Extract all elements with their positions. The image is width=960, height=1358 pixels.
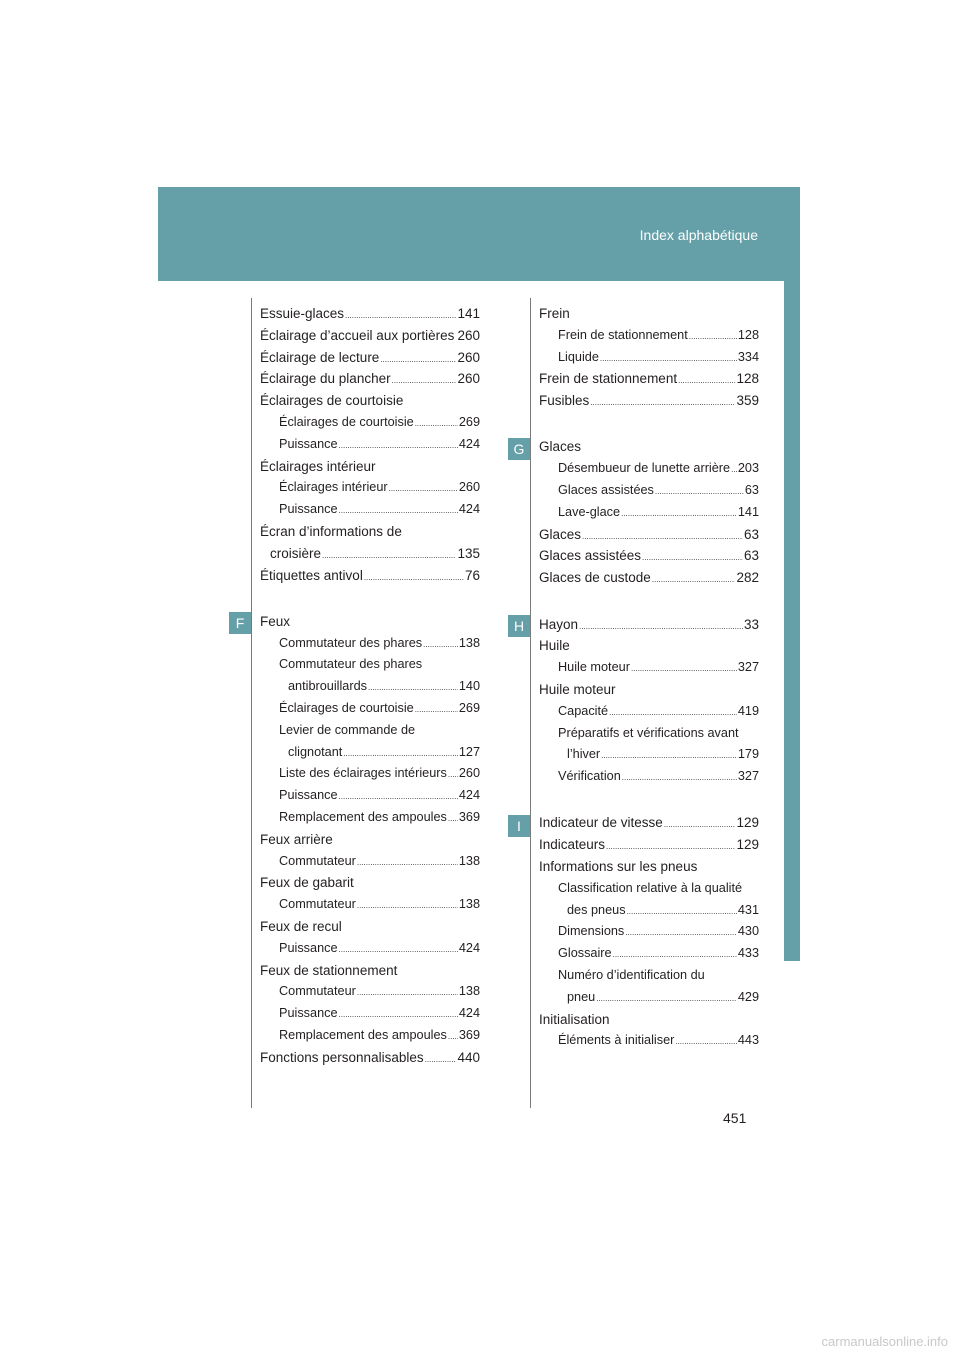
- index-entry-label: Feux arrière: [260, 831, 333, 847]
- index-column-left: [260, 303, 480, 1069]
- index-entry: [539, 766, 759, 788]
- index-entry: [539, 679, 759, 701]
- dot-leader: [357, 852, 458, 874]
- index-entry: [539, 878, 759, 900]
- index-entry: [260, 412, 480, 434]
- index-entry-label: Étiquettes antivol: [260, 567, 363, 583]
- index-entry-label: Fusibles: [539, 393, 590, 409]
- dot-leader: [625, 922, 737, 944]
- index-entry: [539, 900, 759, 922]
- dot-leader: [389, 478, 458, 500]
- index-entry-label: Feux de stationnement: [260, 962, 398, 978]
- index-entry: [260, 807, 480, 829]
- index-entry: [260, 1003, 480, 1025]
- dot-leader: [339, 939, 458, 961]
- dot-leader: [582, 526, 743, 548]
- index-entry: [260, 499, 480, 521]
- index-entry-page: 63: [743, 526, 759, 542]
- index-entry-page: 269: [458, 701, 480, 716]
- section-gap: [539, 589, 759, 614]
- index-entry-label: Frein de stationnement: [558, 327, 688, 342]
- dot-leader: [357, 982, 458, 1004]
- index-entry: [539, 480, 759, 502]
- dot-leader: [455, 327, 456, 349]
- index-entry-label: Éclairage de lecture: [260, 349, 380, 365]
- index-entry: [260, 981, 480, 1003]
- index-entry-page: 327: [737, 769, 759, 784]
- index-entry-label: l’hiver: [567, 747, 601, 762]
- index-entry: [260, 698, 480, 720]
- index-entry-label: Feux de gabarit: [260, 875, 354, 891]
- index-entry-label: Glaces assistées: [558, 483, 654, 498]
- index-entry-label: clignotant: [288, 744, 343, 759]
- index-entry-page: 138: [458, 635, 480, 650]
- index-entry-page: 129: [736, 815, 759, 831]
- letter-tab-f: F: [229, 612, 251, 634]
- index-entry: [260, 654, 480, 676]
- letter-tab-h: H: [508, 615, 530, 637]
- index-entry-page: 138: [458, 897, 480, 912]
- index-entry-page: 433: [737, 946, 759, 961]
- index-entry-label: Indicateur de vitesse: [539, 815, 663, 831]
- index-entry-label: Puissance: [279, 436, 338, 451]
- index-entry-label: Fonctions personnalisables: [260, 1049, 424, 1065]
- index-entry: [260, 763, 480, 785]
- index-entry: [539, 744, 759, 766]
- dot-leader: [415, 699, 458, 721]
- index-entry-label: Commutateur: [279, 984, 356, 999]
- index-entry: [539, 458, 759, 480]
- index-entry: [260, 633, 480, 655]
- dot-leader: [606, 836, 735, 858]
- index-entry-label: Éclairages intérieur: [279, 480, 388, 495]
- index-entry-page: 179: [737, 747, 759, 762]
- dot-leader: [364, 567, 464, 589]
- index-entry: [539, 812, 759, 834]
- dot-leader: [423, 634, 458, 656]
- center-divider: [530, 298, 531, 1108]
- index-entry-page: 141: [737, 504, 759, 519]
- index-entry-page: 282: [736, 570, 759, 586]
- index-entry: [260, 720, 480, 742]
- index-entry-label: Commutateur des phares: [279, 657, 423, 672]
- index-entry-label: Levier de commande de: [279, 722, 416, 737]
- index-entry-page: 269: [458, 414, 480, 429]
- section-side-tab: [784, 281, 800, 961]
- index-entry: [260, 938, 480, 960]
- index-entry-page: 129: [736, 837, 759, 853]
- watermark: carmanualsonline.info: [821, 1334, 948, 1349]
- index-entry-label: Éclairages intérieur: [260, 458, 376, 474]
- index-entry-label: Désembueur de lunette arrière: [558, 461, 731, 476]
- index-entry-label: Éléments à initialiser: [558, 1033, 675, 1048]
- dot-leader: [664, 814, 736, 836]
- index-entry-label: Hayon: [539, 616, 579, 632]
- index-entry-page: 334: [737, 349, 759, 364]
- index-entry-label: Puissance: [279, 502, 338, 517]
- index-entry-label: Glaces assistées: [539, 548, 642, 564]
- index-entry: [260, 1025, 480, 1047]
- index-entry: [539, 723, 759, 745]
- index-entry: [539, 635, 759, 657]
- index-entry-label: Essuie-glaces: [260, 306, 345, 321]
- dot-leader: [339, 435, 458, 457]
- index-entry-page: 140: [458, 679, 480, 694]
- dot-leader: [642, 547, 743, 569]
- index-entry: [260, 960, 480, 982]
- index-entry: [260, 565, 480, 587]
- index-entry: [539, 524, 759, 546]
- index-entry: [539, 325, 759, 347]
- index-entry-label: Frein de stationnement: [539, 371, 678, 387]
- index-entry-label: Lave-glace: [558, 504, 621, 519]
- dot-leader: [579, 616, 743, 638]
- index-entry-label: croisière: [270, 545, 322, 561]
- index-entry: [539, 567, 759, 589]
- index-entry-page: 440: [457, 1049, 480, 1065]
- index-entry-label: Liste des éclairages intérieurs: [279, 766, 447, 781]
- dot-leader: [368, 677, 458, 699]
- dot-leader: [322, 545, 456, 567]
- dot-leader: [590, 392, 735, 414]
- dot-leader: [415, 413, 458, 435]
- index-entry: [260, 829, 480, 851]
- section-gap: [260, 586, 480, 611]
- index-entry-label: Feux de recul: [260, 919, 342, 935]
- letter-tab-g: G: [508, 438, 530, 460]
- index-entry-page: 128: [736, 371, 759, 387]
- index-entry-page: 443: [737, 1033, 759, 1048]
- index-entry: [260, 434, 480, 456]
- index-entry-label: Remplacement des ampoules: [279, 1028, 447, 1042]
- index-entry-page: 260: [457, 371, 480, 387]
- dot-leader: [731, 459, 737, 481]
- dot-leader: [392, 370, 457, 392]
- index-entry-label: Initialisation: [539, 1011, 610, 1027]
- index-entry-page: 127: [458, 744, 480, 759]
- index-entry-label: Dimensions: [558, 924, 625, 939]
- dot-leader: [613, 944, 737, 966]
- dot-leader: [675, 1031, 736, 1053]
- dot-leader: [339, 1004, 458, 1026]
- index-entry: [260, 303, 480, 325]
- index-entry: [260, 347, 480, 369]
- index-entry-label: Puissance: [279, 940, 338, 955]
- index-entry-label: Éclairage d’accueil aux portières: [260, 327, 455, 343]
- index-entry-label: Remplacement des ampoules: [279, 810, 447, 825]
- dot-leader: [601, 745, 737, 767]
- index-entry-page: 141: [457, 306, 480, 321]
- index-entry-label: Huile moteur: [558, 660, 630, 675]
- index-entry: [539, 856, 759, 878]
- index-entry-label: Glaces: [539, 526, 582, 542]
- index-entry: [260, 456, 480, 478]
- dot-leader: [339, 500, 458, 522]
- index-entry: [260, 368, 480, 390]
- index-entry-page: 135: [457, 545, 480, 561]
- index-entry-label: Frein: [539, 306, 570, 321]
- dot-leader: [596, 988, 737, 1010]
- index-entry-label: Huile moteur: [539, 681, 616, 697]
- index-entry-label: Feux: [260, 613, 291, 629]
- index-entry-page: 203: [737, 461, 759, 476]
- index-entry: [260, 872, 480, 894]
- index-entry-page: 260: [457, 349, 480, 365]
- dot-leader: [345, 305, 456, 327]
- section-gap: [539, 788, 759, 813]
- section-gap: [539, 412, 759, 437]
- index-entry-page: 424: [458, 940, 480, 955]
- index-entry-page: 424: [458, 436, 480, 451]
- index-entry: [539, 657, 759, 679]
- index-entry: [260, 851, 480, 873]
- dot-leader: [600, 348, 737, 370]
- dot-leader: [652, 569, 736, 591]
- index-entry-label: Glaces: [539, 439, 582, 455]
- index-entry-page: 431: [737, 902, 759, 917]
- dot-leader: [339, 786, 458, 808]
- dot-leader: [380, 349, 456, 371]
- index-entry-label: Puissance: [279, 788, 338, 803]
- left-divider: [251, 298, 252, 1108]
- index-entry: [539, 1030, 759, 1052]
- index-entry-page: 76: [464, 567, 480, 583]
- index-entry: [539, 1009, 759, 1031]
- dot-leader: [425, 1049, 457, 1071]
- dot-leader: [448, 1026, 458, 1048]
- dot-leader: [622, 767, 737, 789]
- index-entry: [539, 965, 759, 987]
- section-title: Index alphabétique: [639, 227, 758, 243]
- index-entry: [539, 614, 759, 636]
- page-number: 451: [723, 1110, 747, 1126]
- index-entry: [260, 742, 480, 764]
- index-entry: [539, 921, 759, 943]
- index-entry-label: Commutateur: [279, 897, 356, 912]
- index-entry: [539, 390, 759, 412]
- index-entry-label: Glaces de custode: [539, 570, 651, 586]
- index-entry-label: Glossaire: [558, 946, 612, 961]
- index-entry-label: des pneus: [567, 902, 626, 917]
- index-entry-page: 138: [458, 853, 480, 868]
- index-entry-page: 424: [458, 502, 480, 517]
- index-entry-page: 419: [737, 703, 759, 718]
- dot-leader: [678, 370, 735, 392]
- index-entry-page: 424: [458, 1006, 480, 1021]
- dot-leader: [689, 326, 737, 348]
- index-entry-label: Commutateur des phares: [279, 635, 423, 650]
- index-entry-page: 424: [458, 788, 480, 803]
- index-entry: [260, 916, 480, 938]
- dot-leader: [609, 702, 737, 724]
- index-entry: [539, 347, 759, 369]
- index-entry-page: 369: [458, 1028, 480, 1042]
- index-entry: [260, 543, 480, 565]
- index-column-right: [539, 303, 759, 1052]
- index-entry-label: Liquide: [558, 349, 599, 364]
- index-entry-label: Écran d’informations de: [260, 523, 402, 539]
- index-entry: [539, 368, 759, 390]
- index-entry-label: Indicateurs: [539, 837, 606, 853]
- index-entry-label: Numéro d’identification du: [558, 968, 705, 983]
- index-entry: [539, 987, 759, 1009]
- index-entry-label: pneu: [567, 989, 596, 1004]
- dot-leader: [655, 481, 744, 503]
- index-entry-label: Éclairages de courtoisie: [279, 414, 414, 429]
- dot-leader: [448, 808, 458, 830]
- dot-leader: [627, 901, 737, 923]
- index-entry-page: 33: [743, 616, 759, 632]
- index-entry-label: Puissance: [279, 1006, 338, 1021]
- index-entry: [539, 436, 759, 458]
- index-entry: [260, 325, 480, 347]
- index-entry-page: 138: [458, 984, 480, 999]
- dot-leader: [357, 895, 458, 917]
- index-entry-label: Informations sur les pneus: [539, 859, 698, 875]
- index-entry-label: Huile: [539, 638, 570, 654]
- index-entry: [539, 701, 759, 723]
- index-entry-page: 128: [737, 327, 759, 342]
- index-entry-page: 359: [736, 393, 759, 409]
- index-entry: [260, 477, 480, 499]
- dot-leader: [631, 658, 737, 680]
- index-entry-label: Classification relative à la qualité: [558, 880, 743, 895]
- index-entry: [539, 303, 759, 325]
- index-entry-page: 429: [737, 989, 759, 1004]
- letter-tab-i: I: [508, 815, 530, 837]
- index-entry: [539, 834, 759, 856]
- dot-leader: [343, 743, 458, 765]
- index-entry: [260, 676, 480, 698]
- index-entry: [260, 785, 480, 807]
- index-entry: [260, 611, 480, 633]
- index-entry-page: 63: [744, 483, 759, 498]
- index-entry-label: Préparatifs et vérifications avant: [558, 725, 739, 740]
- index-entry-page: 327: [737, 660, 759, 675]
- index-entry-label: Éclairages de courtoisie: [260, 393, 404, 409]
- index-entry-label: Commutateur: [279, 853, 356, 868]
- section-header-bar: [158, 187, 800, 281]
- index-entry-label: Capacité: [558, 703, 609, 718]
- index-entry: [260, 1047, 480, 1069]
- index-entry: [260, 390, 480, 412]
- dot-leader: [448, 764, 458, 786]
- index-entry-page: 430: [737, 924, 759, 939]
- index-entry-label: Vérification: [558, 769, 621, 784]
- index-entry-page: 260: [458, 766, 480, 781]
- index-entry: [260, 521, 480, 543]
- index-entry: [539, 943, 759, 965]
- index-entry-label: Éclairages de courtoisie: [279, 701, 414, 716]
- index-entry-page: 369: [458, 810, 480, 825]
- index-entry-page: 63: [743, 548, 759, 564]
- index-entry: [260, 894, 480, 916]
- index-entry: [539, 545, 759, 567]
- index-entry-page: 260: [458, 480, 480, 495]
- dot-leader: [621, 503, 737, 525]
- index-entry-label: antibrouillards: [288, 679, 367, 694]
- index-entry: [539, 502, 759, 524]
- index-entry-label: Éclairage du plancher: [260, 371, 391, 387]
- index-entry-page: 260: [457, 327, 480, 343]
